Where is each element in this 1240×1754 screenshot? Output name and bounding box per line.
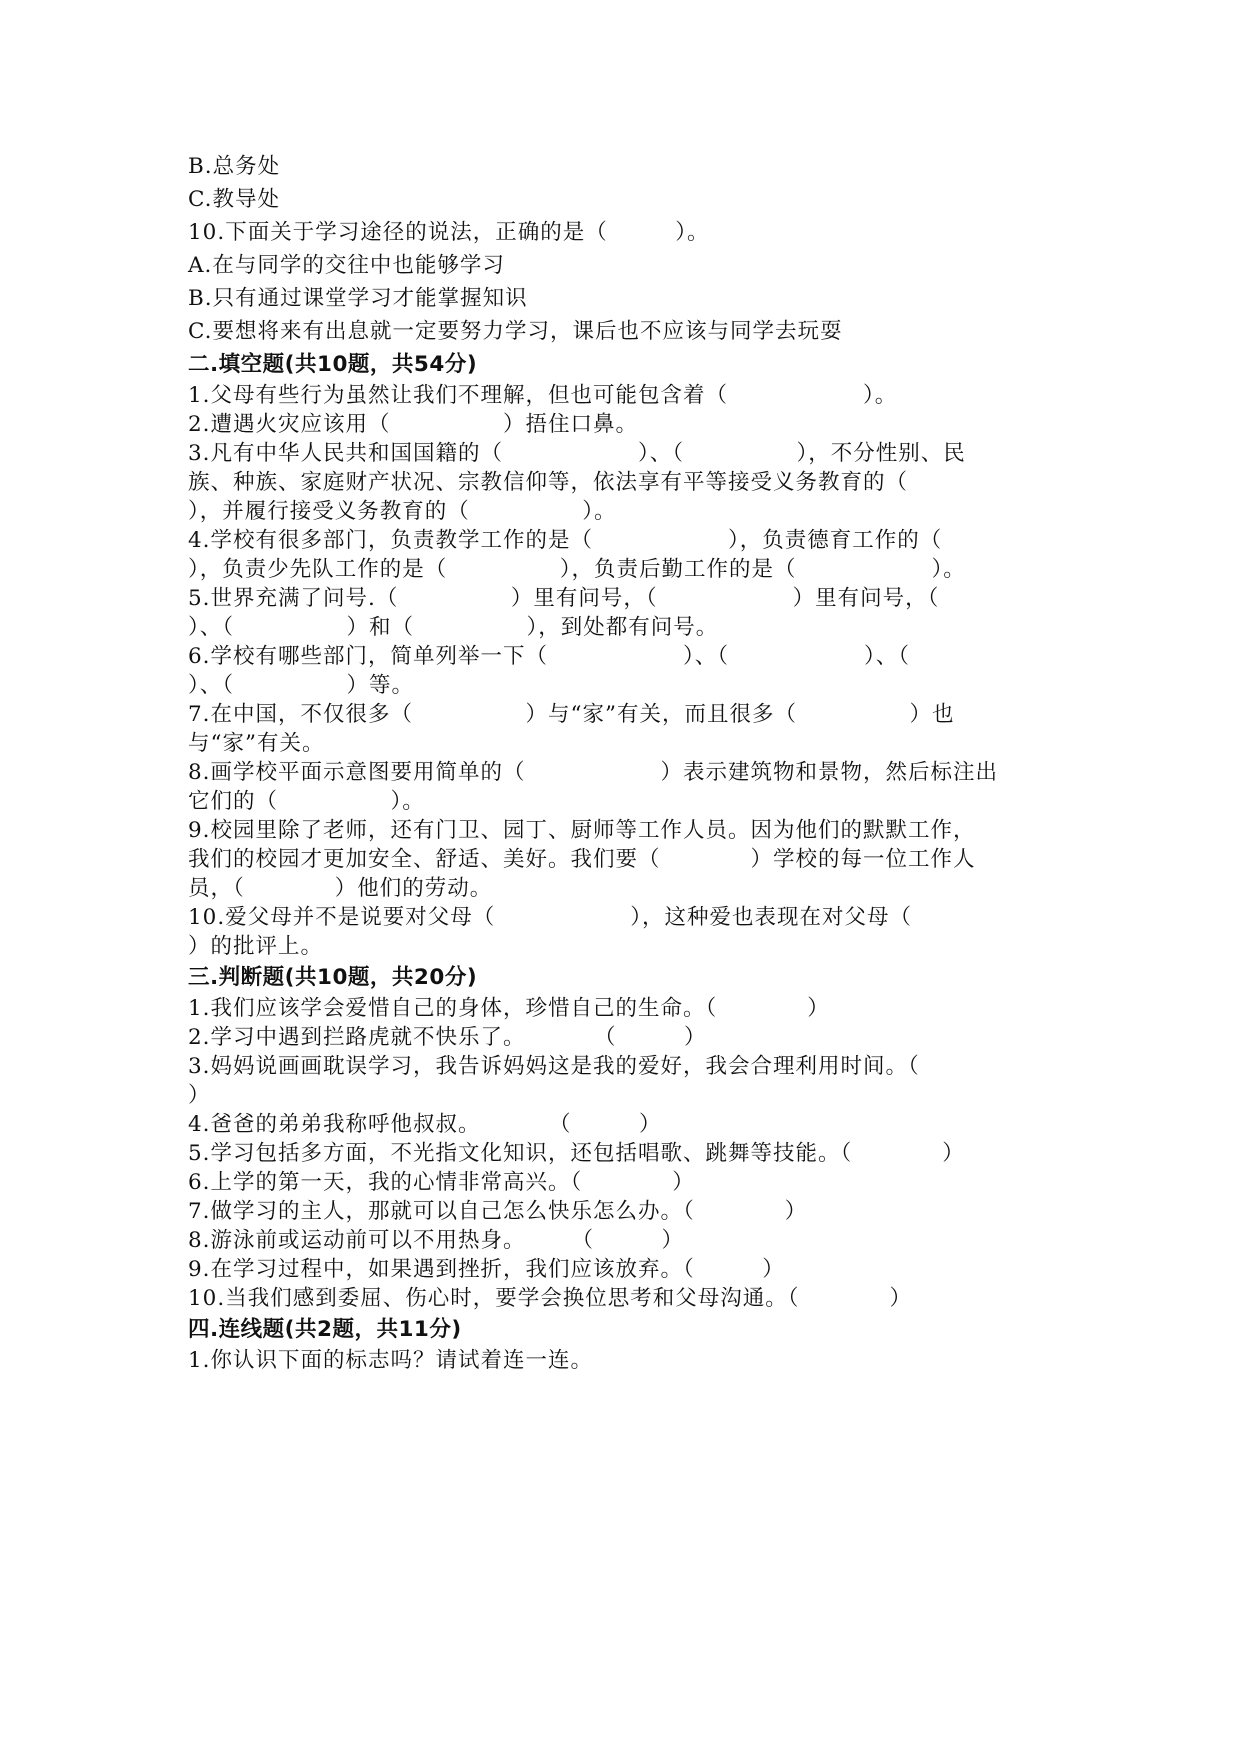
true-false-section bbox=[188, 961, 1068, 1313]
question-line: 1.父母有些行为虽然让我们不理解，但也可能包含着（ ）。 bbox=[188, 383, 898, 408]
question-line: 5.世界充满了问号.（ ）里有问号，（ ）里有问号，（ bbox=[188, 586, 940, 611]
matching-section bbox=[188, 1313, 1068, 1375]
section-heading: 四.连线题(共2题，共11分) bbox=[188, 1317, 462, 1342]
section-heading: 二.填空题(共10题，共54分) bbox=[188, 352, 478, 377]
question-line: 8.游泳前或运动前可以不用热身。 （ ） bbox=[188, 1228, 685, 1253]
question-line: 6.学校有哪些部门，简单列举一下（ ）、（ ）、（ bbox=[188, 644, 911, 669]
question-line: 8.画学校平面示意图要用简单的（ ）表示建筑物和景物，然后标注出 bbox=[188, 760, 999, 785]
question-line: 员，（ ）他们的劳动。 bbox=[188, 876, 493, 901]
question-line: ）、（ ）等。 bbox=[188, 673, 415, 698]
question-line: ） bbox=[188, 1083, 211, 1108]
choice-option-a: A.在与同学的交往中也能够学习 bbox=[188, 253, 505, 278]
question-line: 9.在学习过程中，如果遇到挫折，我们应该放弃。（ ） bbox=[188, 1257, 785, 1282]
question-line: 与“家”有关。 bbox=[188, 731, 325, 756]
choice-question-tail bbox=[188, 150, 1068, 348]
question-line: 1.你认识下面的标志吗？请试着连一连。 bbox=[188, 1348, 594, 1373]
question-line: ），并履行接受义务教育的（ ）。 bbox=[188, 499, 617, 524]
question-line: 9.校园里除了老师，还有门卫、园丁、厨师等工作人员。因为他们的默默工作， bbox=[188, 818, 976, 843]
question-line: 2.学习中遇到拦路虎就不快乐了。 （ ） bbox=[188, 1025, 707, 1050]
fill-in-section bbox=[188, 348, 1068, 961]
question-line: 10.当我们感到委屈、伤心时，要学会换位思考和父母沟通。（ ） bbox=[188, 1286, 912, 1311]
choice-option-b: B.只有通过课堂学习才能掌握知识 bbox=[188, 286, 528, 311]
question-line: 它们的（ ）。 bbox=[188, 789, 425, 814]
question-line: ）的批评上。 bbox=[188, 934, 324, 959]
question-line: 3.妈妈说画画耽误学习，我告诉妈妈这是我的爱好，我会合理利用时间。（ bbox=[188, 1054, 920, 1079]
question-line: 2.遭遇火灾应该用（ ）捂住口鼻。 bbox=[188, 412, 639, 437]
page-content bbox=[188, 150, 1068, 1375]
question-line: 7.在中国，不仅很多（ ）与“家”有关，而且很多（ ）也 bbox=[188, 702, 955, 727]
question-line: 3.凡有中华人民共和国国籍的（ ）、（ ），不分性别、民 bbox=[188, 441, 966, 466]
question-line: 我们的校园才更加安全、舒适、美好。我们要（ ）学校的每一位工作人 bbox=[188, 847, 976, 872]
choice-option-c: C.教导处 bbox=[188, 187, 281, 212]
question-line: 10.爱父母并不是说要对父母（ ），这种爱也表现在对父母（ bbox=[188, 905, 912, 930]
choice-option-c: C.要想将来有出息就一定要努力学习，课后也不应该与同学去玩耍 bbox=[188, 319, 843, 344]
question-line: 5.学习包括多方面，不光指文化知识，还包括唱歌、跳舞等技能。（ ） bbox=[188, 1141, 965, 1166]
question-line: 族、种族、家庭财产状况、宗教信仰等，依法享有平等接受义务教育的（ bbox=[188, 470, 909, 495]
section-heading: 三.判断题(共10题，共20分) bbox=[188, 965, 478, 990]
question-line: 6.上学的第一天，我的心情非常高兴。（ ） bbox=[188, 1170, 695, 1195]
question-line: 1.我们应该学会爱惜自己的身体，珍惜自己的生命。（ ） bbox=[188, 996, 830, 1021]
question-line: ），负责少先队工作的是（ ），负责后勤工作的是（ ）。 bbox=[188, 557, 966, 582]
choice-question-10: 10.下面关于学习途径的说法，正确的是（ ）。 bbox=[188, 220, 710, 245]
question-line: 7.做学习的主人，那就可以自己怎么快乐怎么办。（ ） bbox=[188, 1199, 808, 1224]
question-line: 4.学校有很多部门，负责教学工作的是（ ），负责德育工作的（ bbox=[188, 528, 943, 553]
question-line: 4.爸爸的弟弟我称呼他叔叔。 （ ） bbox=[188, 1112, 662, 1137]
choice-option-b: B.总务处 bbox=[188, 154, 281, 179]
question-line: ）、（ ）和（ ），到处都有问号。 bbox=[188, 615, 719, 640]
